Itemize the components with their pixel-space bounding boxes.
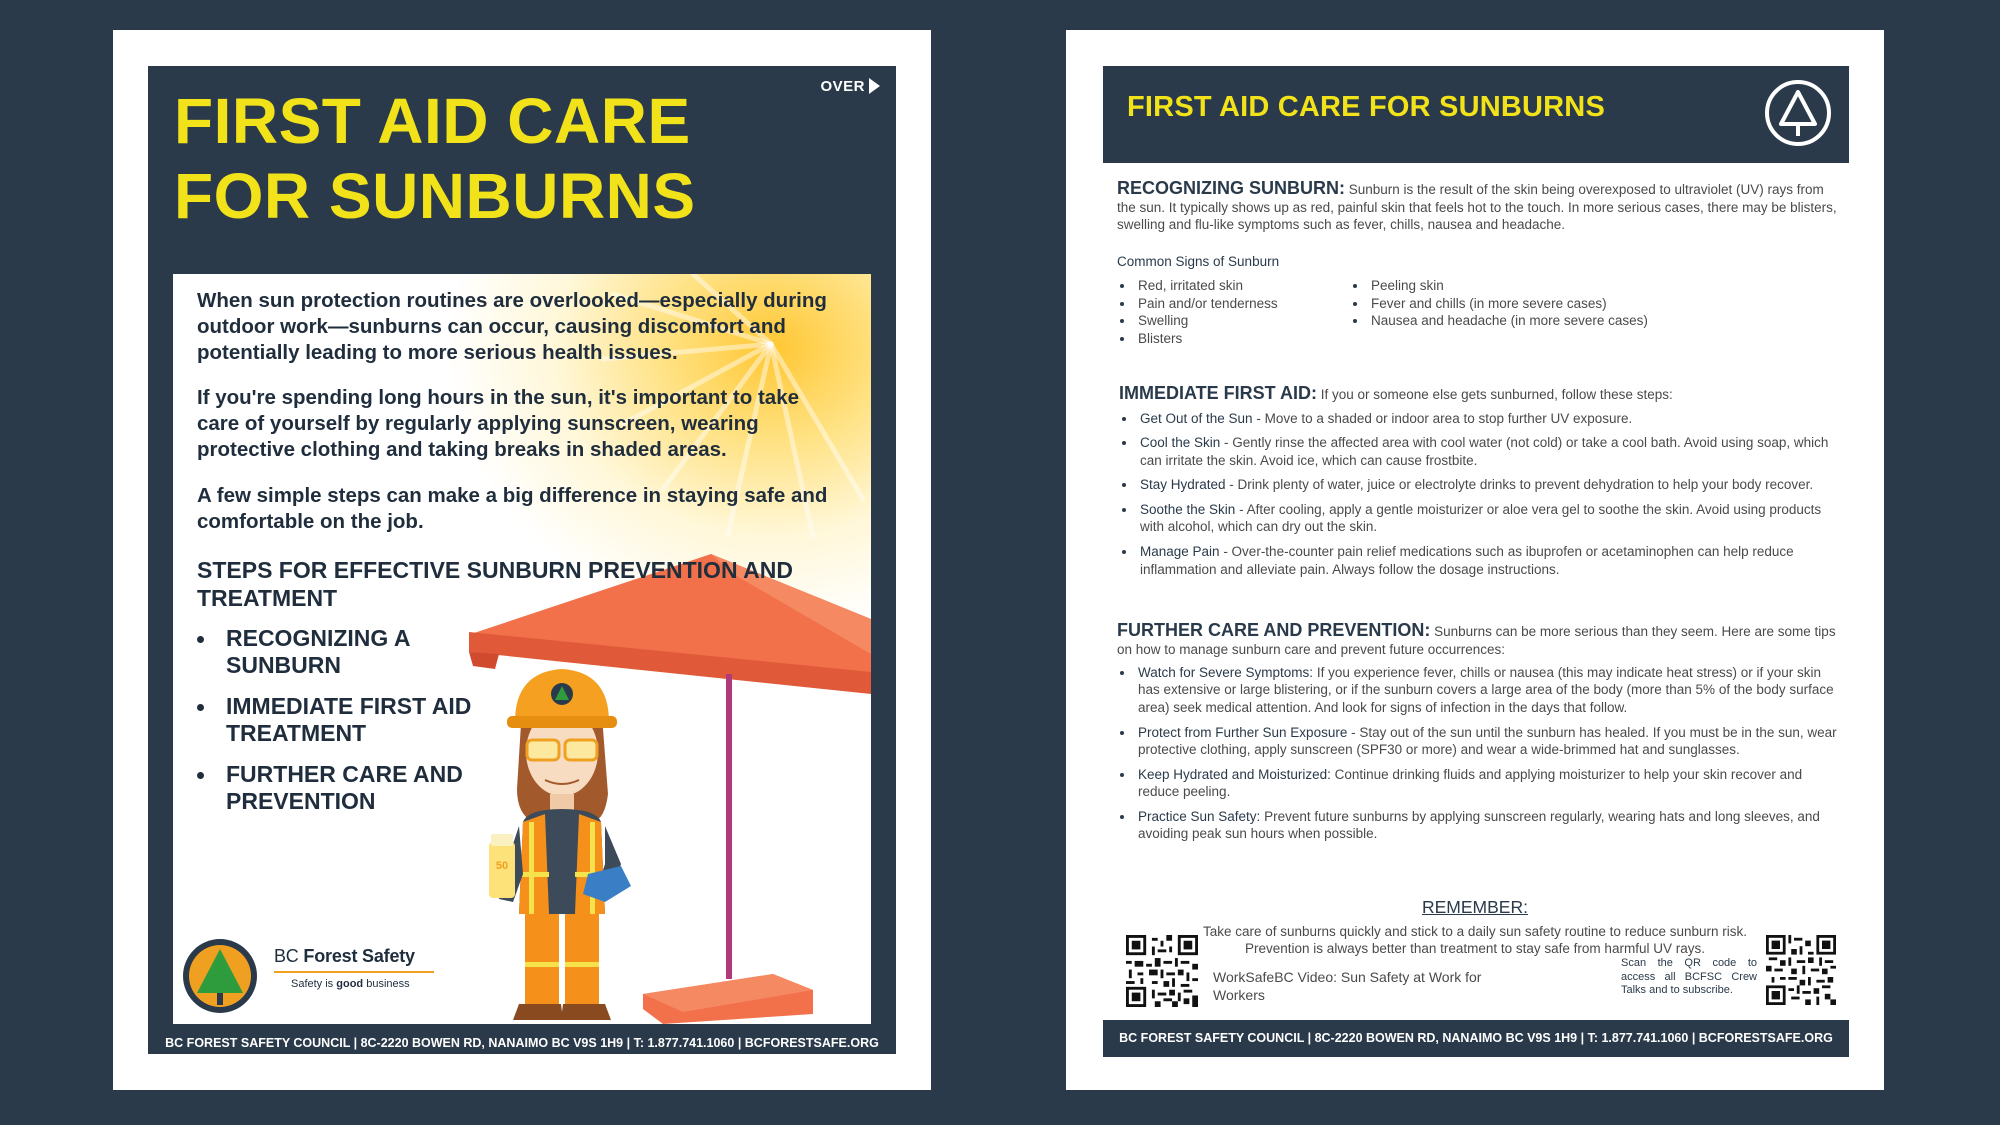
list-item: Cool the Skin - Gently rinse the affected area with cool water (not cold) or take a cool bath. Avoid using soap, which can irritate the skin. Avoid ice, which can cause frostbite. <box>1119 434 1841 469</box>
step-item: RECOGNIZING A SUNBURN <box>197 625 497 679</box>
bc-forest-safety-logo-icon <box>181 937 259 1015</box>
svg-text:50: 50 <box>495 860 509 872</box>
back-header <box>1103 66 1849 163</box>
list-item: Nausea and headache (in more severe cases) <box>1350 312 1750 330</box>
signs-title: Common Signs of Sunburn <box>1117 254 1280 269</box>
list-item: Soothe the Skin - After cooling, apply a gentle moisturizer or aloe vera gel to soothe the skin. Avoid using products with alcohol, which can dry out the skin. <box>1119 501 1841 536</box>
first-aid-section <box>1119 385 1841 585</box>
intro-paragraph-1: When sun protection routines are overlooked—especially during outdoor work—sunburns can occur, causing discomfort and potentially leading to more serious health issues. <box>197 289 827 364</box>
intro-card <box>173 274 871 1024</box>
back-page <box>1066 30 1884 1090</box>
brand-divider <box>274 971 434 973</box>
step-item: FURTHER CARE AND PREVENTION <box>197 761 497 815</box>
brand-block <box>274 946 434 990</box>
list-item: Red, irritated skin <box>1117 277 1347 295</box>
list-item: Watch for Severe Symptoms: If you experience fever, chills or nausea (this may indicate heat stress) or if your skin has extensive or large blistering, or if the sunburn covers a large area of the body (more than 5% of the body surface area) seek medical attention. And look for signs of infection in the days that follow. <box>1117 664 1839 716</box>
qr-crew-talks-caption: Scan the QR code to access all BCFSC Crew Talks and to subscribe. <box>1621 957 1757 996</box>
worker-icon <box>489 669 631 1020</box>
title-line-2: FOR SUNBURNS <box>174 160 696 232</box>
intro-paragraph-2: If you're spending long hours in the sun, it's important to take care of yourself by regularly applying sunscreen, wearing protective clothing and taking breaks in shaded areas. <box>197 386 799 461</box>
list-item: Blisters <box>1117 330 1347 348</box>
list-item: Get Out of the Sun - Move to a shaded or indoor area to stop further UV exposure. <box>1119 410 1841 427</box>
signs-list-1 <box>1117 277 1347 347</box>
list-item: Keep Hydrated and Moisturized: Continue drinking fluids and applying moisturizer to help your skin recover and reduce peeling. <box>1117 766 1839 801</box>
steps-title: STEPS FOR EFFECTIVE SUNBURN PREVENTION AND TREATMENT <box>197 557 793 611</box>
intro-paragraph-3: A few simple steps can make a big difference in staying safe and comfortable on the job. <box>197 484 828 533</box>
over-arrow-icon <box>869 78 880 94</box>
signs-list-2 <box>1350 277 1750 330</box>
first-aid-heading: IMMEDIATE FIRST AID: <box>1119 383 1317 403</box>
title-line-1: FIRST AID CARE <box>174 85 691 157</box>
front-page <box>113 30 931 1090</box>
list-item: Manage Pain - Over-the-counter pain relief medications such as ibuprofen or acetaminophen can help reduce inflammation and alleviate pain. Always follow the dosage instructions. <box>1119 543 1841 578</box>
back-footer: BC FOREST SAFETY COUNCIL | 8C-2220 BOWEN RD, NANAIMO BC V9S 1H9 | T: 1.877.741.1060 | BCFORESTSAFE.ORG <box>1103 1020 1849 1057</box>
qr-code-video-icon[interactable] <box>1126 935 1198 1007</box>
list-item: Swelling <box>1117 312 1347 330</box>
over-label: OVER <box>820 78 880 95</box>
further-care-text: Sunburns can be more serious than they seem. Here are some tips on how to manage sunburn care and prevent future occurrences: <box>1117 624 1836 657</box>
further-care-list <box>1117 664 1839 843</box>
first-aid-list <box>1119 410 1841 578</box>
front-page-panel <box>148 66 896 1054</box>
front-footer: BC FOREST SAFETY COUNCIL | 8C-2220 BOWEN RD, NANAIMO BC V9S 1H9 | T: 1.877.741.1060 | BCFORESTSAFE.ORG <box>165 1036 879 1050</box>
first-aid-text: If you or someone else gets sunburned, follow these steps: <box>1320 387 1673 402</box>
brand-tagline: Safety is good business <box>291 978 410 990</box>
list-item: Fever and chills (in more severe cases) <box>1350 295 1750 313</box>
recognizing-heading: RECOGNIZING SUNBURN: <box>1117 178 1345 198</box>
list-item: Protect from Further Sun Exposure - Stay out of the sun until the sunburn has healed. If you must be in the sun, wear protective clothing, apply sunscreen (SPF30 or more) and wear a wide-brimmed hat and sunglasses. <box>1117 724 1839 759</box>
further-care-heading: FURTHER CARE AND PREVENTION: <box>1117 620 1431 640</box>
qr-video-caption: WorkSafeBC Video: Sun Safety at Work for Workers <box>1213 969 1482 1003</box>
list-item: Practice Sun Safety: Prevent future sunburns by applying sunscreen regularly, wearing hats and long sleeves, and avoiding peak sun hours when possible. <box>1117 808 1839 843</box>
page-title <box>174 84 696 234</box>
list-item: Peeling skin <box>1350 277 1750 295</box>
back-title: FIRST AID CARE FOR SUNBURNS <box>1127 91 1605 123</box>
remember-heading: REMEMBER: <box>1422 897 1528 917</box>
bcfsc-tree-logo-icon <box>1763 78 1833 148</box>
list-item: Pain and/or tenderness <box>1117 295 1347 313</box>
brand-name: BC Forest Safety <box>274 946 415 966</box>
further-care-section <box>1117 622 1839 850</box>
recognizing-text: Sunburn is the result of the skin being overexposed to ultraviolet (UV) rays from the sun. It typically shows up as red, painful skin that feels hot to the touch. In more serious cases, there may be blisters, swelling and flu-like symptoms such as fever, chills, nausea and headache. <box>1117 182 1837 232</box>
list-item: Stay Hydrated - Drink plenty of water, juice or electrolyte drinks to prevent dehydration to help your body recover. <box>1119 476 1841 493</box>
step-item: IMMEDIATE FIRST AID TREATMENT <box>197 693 497 747</box>
steps-list <box>197 625 497 829</box>
remember-text: Take care of sunburns quickly and stick to a daily sun safety routine to reduce sunburn risk. Prevention is always better than treatment to stay safe from harmful UV rays. <box>1202 923 1748 956</box>
recognizing-section <box>1117 180 1839 234</box>
qr-code-crew-talks-icon[interactable] <box>1766 935 1836 1005</box>
